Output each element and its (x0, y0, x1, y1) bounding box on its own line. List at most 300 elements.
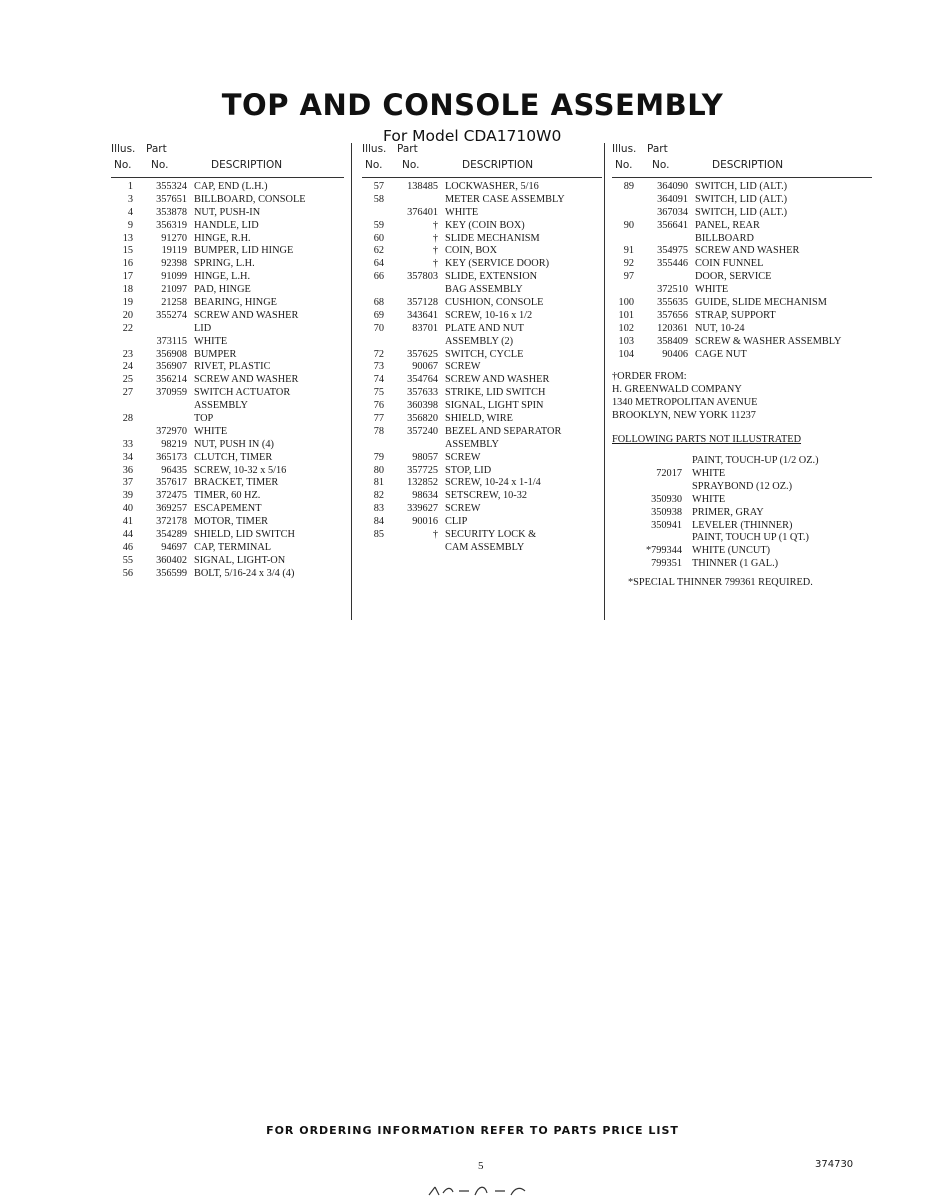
part-description: LEVELER (THINNER) (692, 519, 793, 531)
part-description: MOTOR, TIMER (194, 516, 268, 528)
part-number: 83701 (412, 322, 438, 334)
part-description: THINNER (1 GAL.) (692, 558, 779, 570)
not-illustrated-row (612, 507, 872, 520)
illus-number: 75 (373, 387, 384, 399)
part-description: CAP, END (L.H.) (194, 181, 268, 192)
table-row (111, 374, 344, 387)
part-number: 356599 (156, 567, 187, 579)
part-description: SCREW (445, 451, 481, 463)
part-description: PAINT, TOUCH-UP (1/2 OZ.) (692, 455, 819, 467)
part-number (612, 481, 692, 494)
illus-number: 20 (122, 309, 133, 321)
part-description: SLIDE, EXTENSION (445, 271, 538, 283)
illus-number (111, 400, 139, 413)
illus-number: 103 (618, 335, 634, 347)
part-number: 356214 (156, 374, 187, 386)
illus-number: 73 (373, 361, 384, 373)
supplier-name: H. GREENWALD COMPANY (612, 384, 742, 396)
part-description: SWITCH, LID (ALT.) (695, 206, 788, 218)
part-description: WHITE (194, 335, 228, 347)
table-row (362, 297, 602, 310)
part-description: SPRING, L.H. (194, 258, 255, 270)
illus-number: 55 (122, 554, 133, 566)
part-number (390, 284, 445, 297)
illus-number: 16 (122, 258, 133, 270)
part-number: 120361 (657, 322, 688, 334)
table-row (362, 413, 602, 426)
part-description: SWITCH ACTUATOR (194, 387, 291, 399)
part-description: BUMPER (194, 348, 237, 360)
part-description: ESCAPEMENT (194, 503, 262, 515)
part-number: 353878 (156, 206, 187, 218)
handwritten-mark (425, 1183, 535, 1199)
header-rule (362, 177, 602, 178)
illus-number: 36 (122, 464, 133, 476)
illus-number: 34 (122, 451, 133, 463)
table-row (111, 284, 344, 297)
part-description: STRAP, SUPPORT (695, 309, 776, 321)
table-row (111, 181, 344, 194)
illus-number: 104 (618, 348, 634, 360)
table-row (362, 194, 602, 207)
part-number (139, 323, 194, 336)
part-description: TIMER, 60 HZ. (194, 490, 261, 502)
part-description: HINGE, L.H. (194, 271, 251, 283)
part-number: 357617 (156, 477, 187, 489)
part-number: 356907 (156, 361, 187, 373)
description-label: DESCRIPTION (211, 159, 283, 171)
part-description: CAP, TERMINAL (194, 541, 272, 553)
not-illustrated-row (612, 545, 872, 558)
part-number (612, 455, 692, 468)
table-row (111, 426, 344, 439)
table-row (612, 297, 872, 310)
part-description: CAM ASSEMBLY (445, 541, 525, 553)
column-header (362, 143, 602, 177)
illus-number: 80 (373, 464, 384, 476)
part-description: SWITCH, LID (ALT.) (695, 193, 788, 205)
table-row (362, 426, 602, 439)
table-row (111, 194, 344, 207)
table-row (362, 361, 602, 374)
part-description: PANEL, REAR (695, 219, 760, 231)
part-number: † (432, 245, 438, 257)
table-row (111, 258, 344, 271)
illus-number: 39 (122, 490, 133, 502)
part-description: METER CASE ASSEMBLY (445, 193, 565, 205)
part-number: 90406 (662, 348, 688, 360)
table-row (362, 336, 602, 349)
not-illustrated-heading: FOLLOWING PARTS NOT ILLUSTRATED (612, 434, 802, 446)
supplier-city: BROOKLYN, NEW YORK 11237 (612, 410, 756, 422)
part-description: PLATE AND NUT (445, 322, 524, 334)
table-row (612, 245, 872, 258)
part-description: PAD, HINGE (194, 284, 251, 296)
illus-number: 72 (373, 348, 384, 360)
table-row (362, 374, 602, 387)
part-number: 372970 (156, 425, 187, 437)
illus-number: 24 (122, 361, 133, 373)
part-description: SCREW AND WASHER (445, 374, 550, 386)
part-number: 91099 (161, 271, 187, 283)
table-row (111, 516, 344, 529)
illus-number (362, 284, 390, 297)
table-row (111, 413, 344, 426)
part-description: SIGNAL, LIGHT-ON (194, 554, 286, 566)
part-no-label: No. (652, 159, 670, 171)
illus-number: 76 (373, 400, 384, 412)
thinner-footnote: *SPECIAL THINNER 799361 REQUIRED. (628, 577, 813, 589)
part-description: LID (194, 322, 212, 334)
part-description: STRIKE, LID SWITCH (445, 387, 546, 399)
part-description: NUT, 10-24 (695, 322, 745, 334)
part-description: WHITE (UNCUT) (692, 545, 771, 557)
illus-number: 56 (122, 567, 133, 579)
part-number: 364091 (657, 193, 688, 205)
illus-number: 17 (122, 271, 133, 283)
illus-number: 97 (623, 271, 634, 283)
illus-number (362, 336, 390, 349)
part-number: 354975 (657, 245, 688, 257)
part-description: SCREW AND WASHER (194, 309, 299, 321)
table-row (612, 310, 872, 323)
table-row (362, 271, 602, 284)
illus-number (612, 233, 640, 246)
table-row (362, 220, 602, 233)
part-description: SCREW, 10-32 x 5/16 (194, 464, 287, 476)
part-description: BEARING, HINGE (194, 297, 277, 309)
part-number: 373115 (156, 335, 187, 347)
table-row (612, 181, 872, 194)
part-description: SWITCH, CYCLE (445, 348, 524, 360)
illus-number: 74 (373, 374, 384, 386)
part-number: 360402 (156, 554, 187, 566)
table-row (111, 568, 344, 581)
part-number: 355446 (657, 258, 688, 270)
table-row (612, 349, 872, 362)
part-description: PAINT, TOUCH UP (1 QT.) (692, 532, 809, 544)
part-number (390, 439, 445, 452)
illus-number: 77 (373, 413, 384, 425)
not-illustrated-row (612, 468, 872, 481)
part-description: PRIMER, GRAY (692, 506, 764, 518)
part-number: 98634 (412, 490, 438, 502)
table-row (362, 323, 602, 336)
table-row (362, 452, 602, 465)
part-description: CLUTCH, TIMER (194, 451, 273, 463)
part-number: 357803 (407, 271, 438, 283)
part-description: SCREW, 10-24 x 1-1/4 (445, 477, 541, 489)
part-number: 356908 (156, 348, 187, 360)
part-description: COIN, BOX (445, 245, 498, 257)
illus-number (362, 207, 390, 220)
table-row (362, 284, 602, 297)
table-row (111, 503, 344, 516)
part-description: NUT, PUSH-IN (194, 206, 261, 218)
not-illustrated-list (612, 455, 872, 571)
table-row (612, 336, 872, 349)
illus-number (612, 207, 640, 220)
table-row (612, 207, 872, 220)
part-number (640, 233, 695, 246)
table-row (362, 400, 602, 413)
part-number: 799351 (651, 558, 682, 570)
table-row (111, 310, 344, 323)
illus-number: 68 (373, 297, 384, 309)
table-row (111, 387, 344, 400)
table-row (111, 349, 344, 362)
table-row (362, 439, 602, 452)
part-number: *799344 (645, 545, 682, 557)
table-row (111, 529, 344, 542)
table-row (362, 465, 602, 478)
table-row (362, 542, 602, 555)
table-row (612, 271, 872, 284)
part-description: ASSEMBLY (2) (445, 335, 514, 347)
illus-number: 57 (373, 181, 384, 192)
table-row (111, 220, 344, 233)
ordering-footer: FOR ORDERING INFORMATION REFER TO PARTS PRICE LIST (266, 1124, 679, 1137)
illus-number: 18 (122, 284, 133, 296)
part-description: BILLBOARD (695, 232, 754, 244)
table-row (111, 245, 344, 258)
part-number: 364090 (657, 181, 688, 192)
header-rule (612, 177, 872, 178)
illus-number (362, 542, 390, 555)
part-description: SHIELD, WIRE (445, 413, 513, 425)
part-description: KEY (COIN BOX) (445, 219, 525, 231)
part-number: 90016 (412, 516, 438, 528)
illus-number: 28 (122, 413, 133, 425)
part-number: 343641 (407, 309, 438, 321)
part-description: WHITE (695, 284, 729, 296)
illus-number: 44 (122, 529, 133, 541)
illus-number: 9 (127, 219, 133, 231)
illus-number: 69 (373, 309, 384, 321)
part-number: 357240 (407, 425, 438, 437)
part-description: TOP (194, 413, 214, 425)
part-description: SCREW & WASHER ASSEMBLY (695, 335, 842, 347)
part-description: KEY (SERVICE DOOR) (445, 258, 550, 270)
part-description: ASSEMBLY (445, 438, 499, 450)
table-row (612, 284, 872, 297)
illus-number (111, 426, 139, 439)
illus-number: 101 (618, 309, 634, 321)
illus-label: Illus. (111, 143, 136, 155)
part-description: CUSHION, CONSOLE (445, 297, 544, 309)
part-number: 357656 (657, 309, 688, 321)
part-description: SCREW, 10-16 x 1/2 (445, 309, 533, 321)
illus-no-label: No. (365, 159, 383, 171)
part-number: 94697 (161, 541, 187, 553)
part-number: 367034 (657, 206, 688, 218)
part-description: HINGE, R.H. (194, 232, 251, 244)
illus-number: 37 (122, 477, 133, 489)
table-row (111, 271, 344, 284)
page-title: TOP AND CONSOLE ASSEMBLY (221, 88, 724, 122)
part-description: CLIP (445, 516, 468, 528)
parts-list (111, 181, 344, 581)
part-number: 138485 (407, 181, 438, 192)
part-description: BAG ASSEMBLY (445, 284, 523, 296)
part-number: 356820 (407, 413, 438, 425)
order-from-block (612, 371, 872, 423)
column-header (612, 143, 872, 177)
table-row (612, 233, 872, 246)
part-number: † (432, 258, 438, 270)
illus-number: 25 (122, 374, 133, 386)
part-number: 350941 (651, 519, 682, 531)
column-divider (351, 143, 352, 620)
illus-number: 90 (623, 219, 634, 231)
not-illustrated-row (612, 455, 872, 468)
part-number: † (432, 219, 438, 231)
illus-number (111, 336, 139, 349)
part-description: SHIELD, LID SWITCH (194, 529, 295, 541)
illus-number: 13 (122, 232, 133, 244)
part-number: 350930 (651, 493, 682, 505)
part-label: Part (146, 143, 167, 155)
part-number: 355324 (156, 181, 187, 192)
part-description: SCREW AND WASHER (194, 374, 299, 386)
part-number: 376401 (407, 206, 438, 218)
model-subtitle: For Model CDA1710W0 (383, 127, 562, 145)
description-label: DESCRIPTION (712, 159, 784, 171)
illus-label: Illus. (362, 143, 387, 155)
table-row (362, 349, 602, 362)
column-divider (604, 143, 605, 620)
part-number: 98219 (161, 438, 187, 450)
table-row (612, 323, 872, 336)
illus-label: Illus. (612, 143, 637, 155)
illus-number: 78 (373, 425, 384, 437)
part-number: 356641 (657, 219, 688, 231)
part-description: SPRAYBOND (12 OZ.) (692, 480, 793, 492)
part-description: STOP, LID (445, 464, 492, 476)
table-row (362, 233, 602, 246)
part-description: SLIDE MECHANISM (445, 232, 540, 244)
part-description: LOCKWASHER, 5/16 (445, 181, 539, 192)
illus-number: 89 (623, 181, 634, 192)
part-description: BILLBOARD, CONSOLE (194, 193, 306, 205)
table-row (362, 503, 602, 516)
illus-number (362, 439, 390, 452)
illus-number: 81 (373, 477, 384, 489)
part-number: 350938 (651, 506, 682, 518)
table-row (612, 220, 872, 233)
illus-number: 66 (373, 271, 384, 283)
part-no-label: No. (151, 159, 169, 171)
part-description: SCREW (445, 503, 481, 515)
part-label: Part (397, 143, 418, 155)
table-row (111, 439, 344, 452)
part-number: 19119 (161, 245, 187, 257)
part-label: Part (647, 143, 668, 155)
part-number (612, 532, 692, 545)
illus-number: 58 (373, 193, 384, 205)
part-description: SCREW (445, 361, 481, 373)
illus-number (612, 194, 640, 207)
table-row (612, 194, 872, 207)
part-description: SECURITY LOCK & (445, 529, 537, 541)
table-row (362, 490, 602, 503)
part-number: 91270 (161, 232, 187, 244)
not-illustrated-row (612, 520, 872, 533)
part-number: 372475 (156, 490, 187, 502)
part-number: 357128 (407, 297, 438, 309)
not-illustrated-row (612, 481, 872, 494)
part-description: COIN FUNNEL (695, 258, 764, 270)
column-header (111, 143, 344, 177)
table-row (111, 542, 344, 555)
part-description: DOOR, SERVICE (695, 271, 772, 283)
part-number: 96435 (161, 464, 187, 476)
table-row (362, 387, 602, 400)
parts-list (362, 181, 602, 555)
part-description: SETSCREW, 10-32 (445, 490, 528, 502)
part-number: 357625 (407, 348, 438, 360)
not-illustrated-row (612, 532, 872, 545)
illus-number: 100 (618, 297, 634, 309)
part-description: NUT, PUSH IN (4) (194, 438, 274, 450)
illus-number: 1 (127, 181, 133, 192)
illus-number: 19 (122, 297, 133, 309)
part-description: WHITE (194, 425, 228, 437)
illus-number: 62 (373, 245, 384, 257)
part-number: 354289 (156, 529, 187, 541)
illus-number: 91 (623, 245, 634, 257)
part-description: SIGNAL, LIGHT SPIN (445, 400, 544, 412)
part-description: GUIDE, SLIDE MECHANISM (695, 297, 827, 309)
table-row (362, 529, 602, 542)
part-number: 372178 (156, 516, 187, 528)
part-number: 370959 (156, 387, 187, 399)
parts-list (612, 181, 872, 361)
order-from-heading: †ORDER FROM: (612, 371, 687, 383)
header-rule (111, 177, 344, 178)
table-row (111, 452, 344, 465)
page-number: 5 (478, 1160, 484, 1172)
illus-number: 70 (373, 322, 384, 334)
illus-number (612, 284, 640, 297)
illus-number: 3 (127, 193, 133, 205)
illus-number: 79 (373, 451, 384, 463)
part-number: 72017 (656, 467, 682, 479)
part-description: CAGE NUT (695, 348, 747, 360)
table-row (612, 258, 872, 271)
not-illustrated-row (612, 494, 872, 507)
illus-no-label: No. (615, 159, 633, 171)
illus-number: 92 (623, 258, 634, 270)
illus-number: 41 (122, 516, 133, 528)
illus-number: 4 (127, 206, 133, 218)
part-number: 354764 (407, 374, 438, 386)
part-description: WHITE (692, 493, 726, 505)
illus-number: 85 (373, 529, 384, 541)
table-row (111, 361, 344, 374)
part-number: 358409 (657, 335, 688, 347)
part-description: SWITCH, LID (ALT.) (695, 181, 788, 192)
part-number: 365173 (156, 451, 187, 463)
table-row (111, 555, 344, 568)
part-number: 132852 (407, 477, 438, 489)
part-number: 339627 (407, 503, 438, 515)
part-number: 369257 (156, 503, 187, 515)
table-row (362, 310, 602, 323)
part-description: SCREW AND WASHER (695, 245, 800, 257)
illus-number: 82 (373, 490, 384, 502)
part-description: BOLT, 5/16-24 x 3/4 (4) (194, 567, 295, 579)
